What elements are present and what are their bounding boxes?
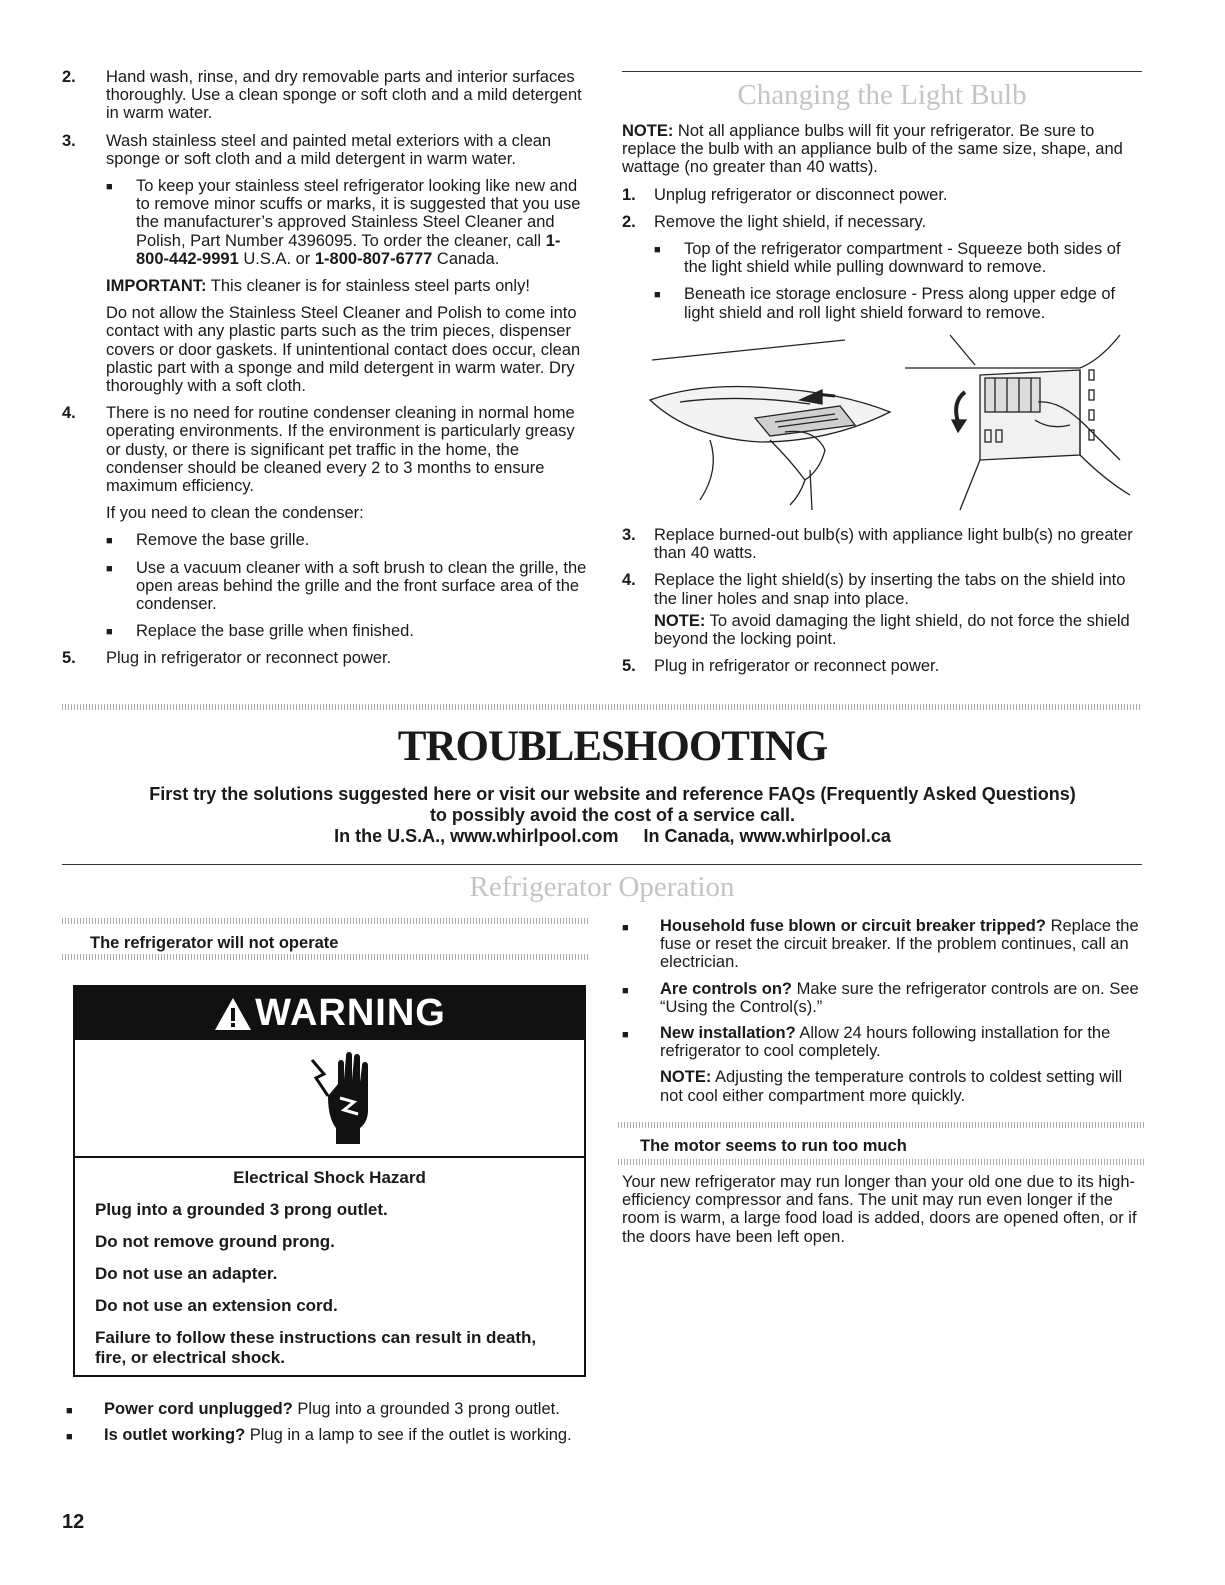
warning-line: Plug into a grounded 3 prong outlet. [95,1200,388,1219]
light-shield-illustration [640,330,1140,515]
shock-hazard-graphic [75,1040,584,1158]
warning-line: Do not use an extension cord. [95,1296,338,1315]
bullet-icon: ■ [66,1431,73,1444]
step-text: There is no need for routine condenser cleaning in normal home operating environments. If the environment is particularly greasy or dusty, or there is significant pet traffic in the home, the condenser should be cleaned every 2 to 3 months to ensure maximum efficiency. [106,404,575,496]
problem-motor-runs: The motor seems to run too much [640,1137,907,1155]
cleaning-step-5 [62,649,592,667]
cleaning-step-3 [62,132,592,168]
step-number: 3. [622,526,636,544]
condenser-bullet: ■ Use a vacuum cleaner with a soft brush to clean the grille, the open areas behind the grille and the front surface area of the condenser. [106,558,587,614]
step-number: 4. [622,571,636,590]
right-column-top [622,122,1142,331]
bullet-icon: ■ [622,1029,629,1042]
warning-header: WARNING [75,987,584,1040]
step-number: 2. [622,212,636,231]
stainless-cleaner-bullet [62,177,592,268]
controls-note: NOTE: Adjusting the temperature controls to coldest setting will not cool either compartment more quickly. [660,1068,1123,1105]
dotted-rule [62,704,1142,710]
important-note: IMPORTANT: This cleaner is for stainless steel parts only! [106,277,530,296]
bulb-step-1: 1. Unplug refrigerator or disconnect power. [622,185,948,204]
dotted-rule [62,918,588,924]
plastic-contact-paragraph: Do not allow the Stainless Steel Cleaner and Polish to come into contact with any plastic parts such as the trim pieces, dispenser covers or door gaskets. If unintentional contact does occur, clean plastic part with a sponge and mild detergent in warm water. Dry thoroughly with a soft cloth. [106,304,581,396]
page-number: 12 [62,1511,85,1533]
warning-text [75,1158,584,1368]
check-item: ■ Household fuse blown or circuit breaker tripped? Replace the fuse or reset the circuit breaker. If the problem continues, call an electrician. [622,917,1139,972]
hazard-title: Electrical Shock Hazard [233,1168,426,1187]
bulb-note: NOTE: Not all appliance bulbs will fit your refrigerator. Be sure to replace the bulb with an appliance bulb of the same size, shape, and wattage (no greater than 40 watts). [622,122,1123,177]
condenser-bullet: ■ Replace the base grille when finished. [106,622,414,641]
section-title-refrigerator-operation: Refrigerator Operation [469,871,735,903]
phone-canada: 1-800-807-6777 [314,249,433,268]
warning-line: Do not remove ground prong. [95,1232,335,1251]
bullet-icon: ■ [654,244,661,257]
problem-will-not-operate: The refrigerator will not operate [90,934,339,952]
left-column-cleaning [62,68,592,677]
check-item: ■ New installation? Allow 24 hours following installation for the refrigerator to cool completely. [622,1024,1111,1061]
electric-shock-hand-icon [310,1052,370,1147]
bulb-step-4: 4. Replace the light shield(s) by inserting the tabs on the shield into the liner holes and snap into place. [622,571,1126,608]
section-divider [62,864,1142,865]
section-divider [622,71,1142,72]
condenser-bullet: ■ Remove the base grille. [106,531,310,550]
step-number: 5. [622,657,636,676]
step-text: Plug in refrigerator or reconnect power. [106,649,392,668]
cleaning-step-2 [62,68,592,123]
check-item: ■ Are controls on? Make sure the refrigerator controls are on. See “Using the Control(s).” [622,979,1139,1016]
left-checks [62,1400,592,1452]
bullet-icon: ■ [106,181,113,194]
bulb-step-4-note: NOTE: To avoid damaging the light shield, do not force the shield beyond the locking point. [654,611,1130,649]
bulb-step-5: 5. Plug in refrigerator or reconnect power. [622,657,940,676]
shield-bullet: ■ Beneath ice storage enclosure - Press along upper edge of light shield and roll light shield forward to remove. [654,285,1116,322]
warning-triangle-icon [213,996,253,1032]
warning-line: Do not use an adapter. [95,1264,278,1283]
right-checks [618,917,1144,1105]
right-column-bottom [622,526,1142,684]
cleaning-step-4 [62,404,592,495]
step-text: Wash stainless steel and painted metal exteriors with a clean sponge or soft cloth and a mild detergent in warm water. [106,131,552,168]
bullet-icon: ■ [622,922,629,934]
dotted-rule [62,954,588,960]
section-title-light-bulb: Changing the Light Bulb [737,79,1027,111]
condenser-intro: If you need to clean the condenser: [106,504,364,523]
bullet-icon: ■ [106,626,113,639]
step-number: 3. [62,131,76,150]
bulb-step-2: 2. Remove the light shield, if necessary. [622,212,927,231]
warning-line: Failure to follow these instructions can result in death, fire, or electrical shock. [95,1328,537,1367]
shield-bullet: ■ Top of the refrigerator compartment - Squeeze both sides of the light shield while pulling downward to remove. [654,240,1121,277]
bullet-icon: ■ [66,1405,73,1417]
step-number: 5. [62,649,76,668]
bullet-text: To keep your stainless steel refrigerator looking like new and to remove minor scuffs or marks, it is suggested that you use the manufacturer’s approved Stainless Steel Cleaner and Polish, Part Number 4396095. To order the cleaner, call 1-800-442-9991 U.S.A. or 1-800-807-6777 Canada. [136,177,581,268]
bulb-step-3: 3. Replace burned-out bulb(s) with appliance light bulb(s) no greater than 40 watts. [622,526,1133,563]
step-number: 2. [62,68,76,86]
step-number: 1. [622,185,636,204]
bullet-icon: ■ [654,289,661,302]
step-number: 4. [62,404,76,423]
phone-us: 1-800-442-9991 [136,231,561,268]
troubleshooting-intro: First try the solutions suggested here or visit our website and reference FAQs (Frequently Asked Questions) to possibly avoid the cost of a service call. In the U.S.A., www.whirlpool.com In Canada, www.whirlpool.ca [149,784,1076,846]
check-item: ■ Is outlet working? Plug in a lamp to see if the outlet is working. [62,1426,592,1444]
dotted-rule [618,1122,1144,1128]
bullet-icon: ■ [106,562,113,575]
check-item: ■ Power cord unplugged? Plug into a grounded 3 prong outlet. [62,1400,592,1418]
bullet-icon: ■ [622,984,629,997]
troubleshooting-title: TROUBLESHOOTING [397,723,828,770]
dotted-rule [618,1159,1144,1165]
step-text: Hand wash, rinse, and dry removable parts and interior surfaces thoroughly. Use a clean sponge or soft cloth and a mild detergent in warm water. [106,68,582,123]
bullet-icon: ■ [106,535,113,548]
motor-paragraph: Your new refrigerator may run longer than your old one due to its high-efficiency compressor and fans. The unit may run even longer if the room is warm, a large food load is added, doors are opened often, or if the doors have been left open. [622,1173,1137,1246]
warning-box [73,985,586,1377]
